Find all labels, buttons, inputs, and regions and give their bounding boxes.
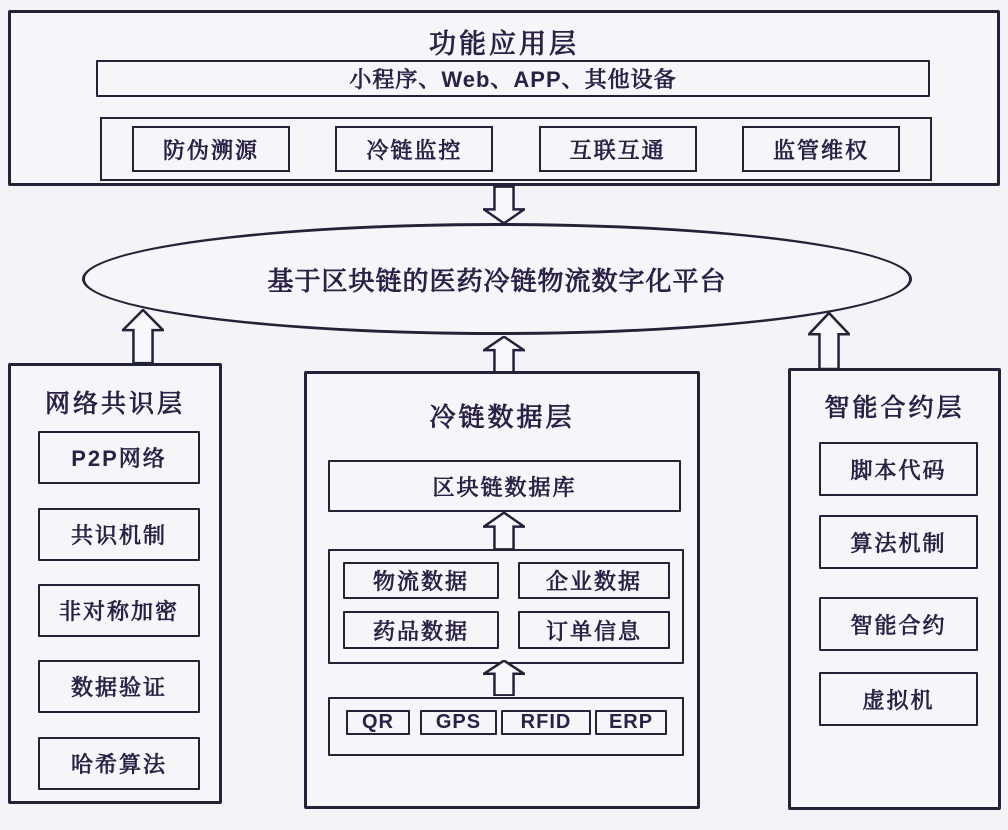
consensus-item-data-verification: 数据验证 [38, 660, 200, 713]
consensus-item-hash-algorithm: 哈希算法 [38, 737, 200, 790]
consensus-layer-title: 网络共识层 [44, 390, 185, 418]
data-item-enterprise: 企业数据 [518, 562, 670, 599]
consensus-item-mechanism: 共识机制 [38, 508, 200, 561]
up-arrow-database-icon [483, 512, 525, 550]
contract-layer-box [788, 368, 1001, 810]
data-item-order: 订单信息 [518, 611, 670, 649]
platform-label: 基于区块链的医药冷链物流数字化平台 [267, 265, 727, 296]
application-layer-box [8, 10, 1000, 186]
consensus-layer-box [8, 363, 222, 804]
function-row [100, 117, 932, 181]
contract-item-algorithm: 算法机制 [819, 515, 978, 569]
function-box-anti-counterfeit: 防伪溯源 [132, 126, 290, 172]
source-rfid: RFID [501, 710, 591, 735]
contract-layer-title: 智能合约层 [824, 394, 965, 422]
consensus-item-p2p: P2P网络 [38, 431, 200, 484]
source-gps: GPS [420, 710, 497, 735]
application-layer-title: 功能应用层 [429, 29, 579, 59]
up-arrow-left-icon [122, 309, 164, 364]
data-item-drug: 药品数据 [343, 611, 499, 649]
down-arrow-icon [483, 186, 525, 224]
data-item-logistics: 物流数据 [343, 562, 499, 599]
consensus-item-asymmetric-encryption: 非对称加密 [38, 584, 200, 637]
up-arrow-data-icon [483, 660, 525, 696]
platform-ellipse [82, 223, 912, 335]
data-layer-box [304, 371, 700, 809]
blockchain-database-box: 区块链数据库 [328, 460, 681, 512]
function-box-interconnection: 互联互通 [539, 126, 697, 172]
function-box-cold-chain-monitor: 冷链监控 [335, 126, 493, 172]
source-erp: ERP [595, 710, 667, 735]
devices-bar: 小程序、Web、APP、其他设备 [96, 60, 930, 97]
function-box-supervision: 监管维权 [742, 126, 900, 172]
contract-item-script-code: 脚本代码 [819, 442, 978, 496]
up-arrow-right-icon [808, 312, 850, 370]
data-layer-title: 冷链数据层 [429, 402, 575, 432]
contract-item-smart-contract: 智能合约 [819, 597, 978, 651]
source-qr: QR [346, 710, 410, 735]
up-arrow-middle-icon [483, 336, 525, 373]
contract-item-virtual-machine: 虚拟机 [819, 672, 978, 726]
